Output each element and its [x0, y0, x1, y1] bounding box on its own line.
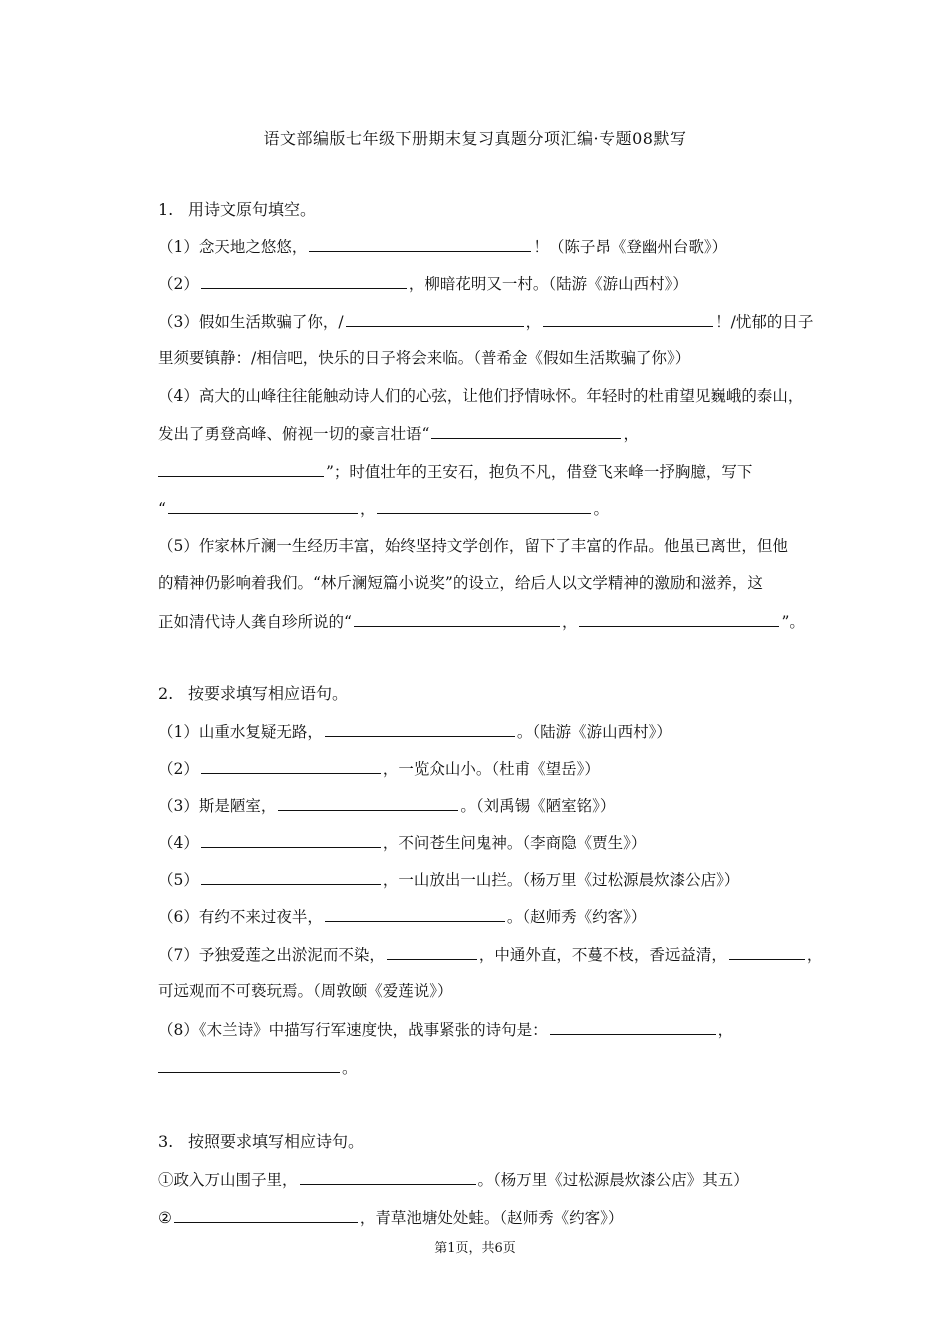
q2-item-5: [158, 869, 838, 890]
answer-blank[interactable]: [201, 273, 407, 289]
q2-item-6: [158, 906, 838, 927]
answer-blank[interactable]: [346, 311, 524, 327]
item-text: ，柳暗花明又一村。（陆游《游山西村》）: [408, 275, 688, 293]
item-text: （6）有约不来过夜半，: [158, 908, 323, 926]
answer-blank[interactable]: [431, 423, 621, 439]
q1-item-4-line2: [158, 423, 838, 444]
item-text: ，: [561, 613, 578, 631]
item-text: （7）予独爱莲之出淤泥而不染，: [158, 946, 385, 964]
answer-blank[interactable]: [309, 236, 531, 252]
answer-blank[interactable]: [168, 498, 358, 514]
answer-blank[interactable]: [201, 758, 381, 774]
item-text: 正如清代诗人龚自珍所说的“: [158, 613, 352, 631]
item-text: ，一山放出一山拦。（杨万里《过松源晨炊漆公店》）: [382, 871, 740, 889]
item-text: ，: [525, 313, 542, 331]
item-text: （3）斯是陋室，: [158, 797, 277, 815]
q1-item-4: [158, 386, 838, 406]
q1-item-5-line3: [158, 611, 838, 632]
item-text: （8）《木兰诗》中描写行军速度快，战事紧张的诗句是：: [158, 1021, 548, 1039]
item-text: ”；时值壮年的王安石，抱负不凡，借登飞来峰一抒胸臆，写下: [326, 463, 753, 481]
item-text: （5）: [158, 871, 199, 889]
q2-item-4: [158, 832, 838, 853]
q1-item-1: [158, 236, 838, 257]
q3-item-2: [158, 1207, 838, 1228]
answer-blank[interactable]: [354, 611, 560, 627]
question-number: 3.: [158, 1132, 174, 1151]
item-text: 可远观而不可亵玩焉。（周敦颐《爱莲说》）: [158, 982, 453, 1000]
q2-item-8: [158, 1019, 838, 1040]
item-text: （4）高大的山峰往往能触动诗人们的心弦，让他们抒情咏怀。年轻时的杜甫望见巍峨的泰山，: [158, 387, 804, 405]
item-text: （2）: [158, 760, 199, 778]
answer-blank[interactable]: [387, 944, 477, 960]
item-text: 发出了勇登高峰、俯视一切的豪言壮语“: [158, 425, 430, 443]
item-text: 。（赵师秀《约客》）: [506, 908, 647, 926]
item-text: ，: [806, 946, 823, 964]
item-text: ①政入万山围子里，: [158, 1171, 298, 1189]
answer-blank[interactable]: [158, 1057, 340, 1073]
item-text: 。（陆游《游山西村》）: [516, 723, 672, 741]
question-text: 按要求填写相应语句。: [188, 684, 349, 703]
item-text: ！（陈子昂《登幽州台歌》）: [533, 238, 728, 256]
q1-item-4-line4: [158, 498, 838, 519]
q1-item-3-cont: [158, 348, 838, 368]
q1-item-2: [158, 273, 838, 294]
q2-item-7-cont: [158, 981, 838, 1001]
answer-blank[interactable]: [325, 721, 515, 737]
question-3-heading: [158, 1132, 838, 1152]
question-number: 1.: [158, 200, 174, 219]
q2-item-2: [158, 758, 838, 779]
question-2-heading: [158, 684, 838, 704]
answer-blank[interactable]: [377, 498, 591, 514]
item-text: （1）念天地之悠悠，: [158, 238, 308, 256]
page-title: 语文部编版七年级下册期末复习真题分项汇编·专题08默写: [263, 129, 687, 148]
answer-blank[interactable]: [300, 1169, 476, 1185]
item-text: ，: [717, 1021, 734, 1039]
item-text: ，青草池塘处处蛙。（赵师秀《约客》）: [359, 1209, 624, 1227]
question-number: 2.: [158, 684, 174, 703]
item-text: 。: [593, 500, 609, 518]
q2-item-3: [158, 795, 838, 816]
item-text: ”。: [781, 613, 805, 631]
item-text: 的精神仍影响着我们。“林斤澜短篇小说奖”的设立，给后人以文学精神的激励和滋养，这: [158, 574, 763, 592]
item-text: ，中通外直，不蔓不枝，香远益清，: [478, 946, 727, 964]
question-text: 按照要求填写相应诗句。: [188, 1132, 365, 1151]
answer-blank[interactable]: [550, 1019, 716, 1035]
item-text: 里须要镇静：/相信吧，快乐的日子将会来临。（普希金《假如生活欺骗了你》）: [158, 349, 691, 367]
q1-item-5-line2: [158, 573, 838, 593]
item-text: ，: [359, 500, 376, 518]
item-text: （5）作家林斤澜一生经历丰富，始终坚持文学创作，留下了丰富的作品。他虽已离世，但他: [158, 537, 788, 555]
item-text: 。: [342, 1059, 358, 1077]
answer-blank[interactable]: [325, 906, 505, 922]
q1-item-5: [158, 536, 838, 556]
item-text: （2）: [158, 275, 199, 293]
answer-blank[interactable]: [158, 461, 324, 477]
item-text: （1）山重水复疑无路，: [158, 723, 323, 741]
item-text: ，不问苍生问鬼神。（李商隐《贾生》）: [382, 834, 647, 852]
q1-item-3: [158, 311, 838, 332]
answer-blank[interactable]: [579, 611, 779, 627]
item-text: “: [158, 500, 166, 518]
question-text: 用诗文原句填空。: [188, 200, 317, 219]
q1-item-4-line3: [158, 461, 838, 482]
item-text: ，: [623, 425, 639, 443]
answer-blank[interactable]: [278, 795, 458, 811]
page-footer: 第1页，共6页: [434, 1241, 516, 1256]
item-text: 。（刘禹锡《陋室铭》）: [460, 797, 616, 815]
item-text: （3）假如生活欺骗了你，/: [158, 313, 344, 331]
q2-item-8-cont: [158, 1057, 838, 1078]
answer-blank[interactable]: [543, 311, 713, 327]
q2-item-1: [158, 721, 838, 742]
answer-blank[interactable]: [174, 1207, 358, 1223]
item-text: ，一览众山小。（杜甫《望岳》）: [382, 760, 600, 778]
item-text: ②: [158, 1209, 172, 1227]
item-text: 。（杨万里《过松源晨炊漆公店》其五）: [477, 1171, 749, 1189]
q2-item-7: [158, 944, 838, 965]
item-text: （4）: [158, 834, 199, 852]
q3-item-1: [158, 1169, 838, 1190]
answer-blank[interactable]: [201, 832, 381, 848]
answer-blank[interactable]: [729, 944, 805, 960]
question-1-heading: [158, 200, 838, 220]
item-text: ！/忧郁的日子: [715, 313, 814, 331]
answer-blank[interactable]: [201, 869, 381, 885]
